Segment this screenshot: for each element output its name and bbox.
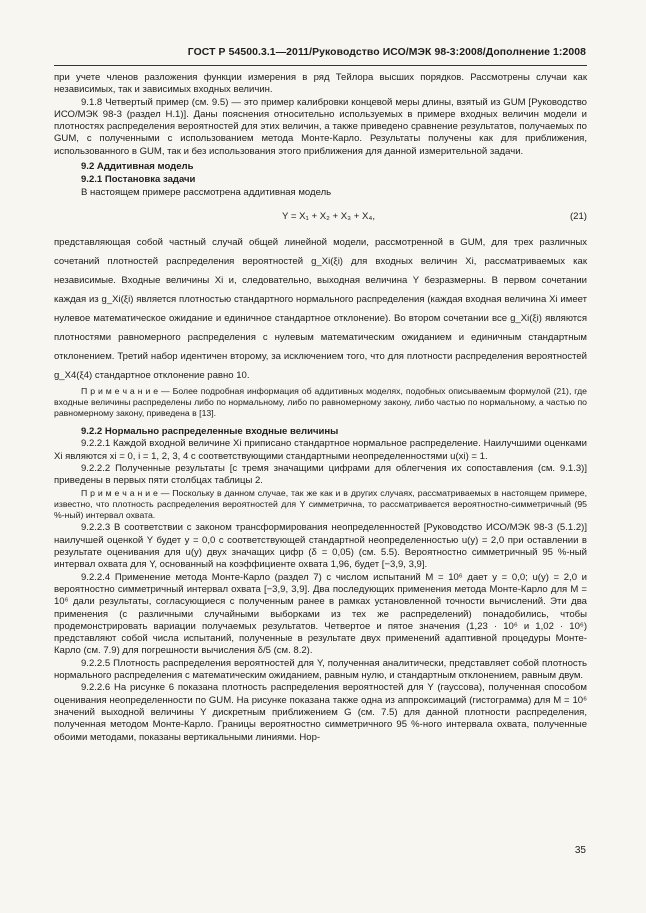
note-additive-models: П р и м е ч а н и е — Более подробная информация об аддитивных моделях, подобных описываемым формулой (21), где входные величины распределены либо по нормальному, либо по равномерному закону, либо частью по нормальному, а частью по равномерному закону, приведена в [13]. xyxy=(54,385,587,418)
page-number: 35 xyxy=(574,845,586,856)
heading-9-2-2: 9.2.2 Нормально распределенные входные величины xyxy=(81,425,339,437)
paragraph-9-2-2-2: 9.2.2.2 Полученные результаты [с тремя значащими цифрами для облегчения их сопоставления (см. 9.1.3)] приведены в первых пяти столбцах таблицы 2. xyxy=(54,462,587,487)
note-symmetric-interval: П р и м е ч а н и е — Поскольку в данном случае, так же как и в других случаях, рассматриваемых в настоящем примере, известно, что плотность распределения вероятностей для Y симметрична, то рассматривается вероятностно-симметричный (95 %-ный) интервал охвата. xyxy=(54,488,587,521)
paragraph-9-2-2-6: 9.2.2.6 На рисунке 6 показана плотность распределения вероятностей для Y (гауссова), полученная способом оценивания неопределенности по GUM. На рисунке показана также одна из аппроксимаций (гистограмма) для M = 10⁶ значений выходной величины Y дискретным приближением G (см. 7.5) для данной плотности распределения, полученная методом Монте-Карло. Границы вероятностно симметричного 95 %-ного интервала охвата, полученные обоими методами, показаны вертикальными линиями. Нор- xyxy=(54,682,587,743)
document-header: ГОСТ Р 54500.3.1—2011/Руководство ИСО/МЭК 98-3:2008/Дополнение 1:2008 xyxy=(187,47,586,58)
paragraph-model-intro: В настоящем примере рассмотрена аддитивная модель xyxy=(81,186,332,198)
paragraph-9-2-2-5: 9.2.2.5 Плотность распределения вероятностей для Y, полученная аналитически, представляет собой плотность нормального распределения с математическим ожиданием, равным нулю, и стандартным отклонением, равным двум. xyxy=(54,657,587,682)
paragraph-9-2-2-1: 9.2.2.1 Каждой входной величине Xi приписано стандартное нормальное распределение. Наилучшими оценками Xi являются xi = 0, i = 1, 2, 3, 4 с соответствующими стандартными неопределенностями u(xi) = 1. xyxy=(54,438,587,462)
body-text xyxy=(54,72,587,744)
paragraph-continuation: при учете членов разложения функции измерения в ряд Тейлора высших порядков. Рассмотрены случаи как независимых, так и зависимых входных величин. xyxy=(54,72,587,96)
formula-21 xyxy=(54,205,587,231)
paragraph-model-description: представляющая собой частный случай общей линейной модели, рассмотренной в GUM, для трех различных сочетаний плотностей распределения вероятностей g_Xi(ξi) для входных величин Xi, рассматриваемых как независимые. Входные величины Xi и, следовательно, выходная величина Y безразмерны. В первом сочетании каждая из g_Xi(ξi) является плотностью стандартного нормального распределения (каждая входная величина Xi имеет нулевое математическое ожидание и единичное стандартное отклонение). Во втором сочетании все g_Xi(ξi) являются плотностями равномерного распределения с нулевым математическим ожиданием и единичным стандартным отклонением. Третий набор идентичен второму, за исключением того, что для плотности распределения вероятностей g_X4(ξ4) стандартное отклонение равно 10. xyxy=(54,236,587,381)
paragraph-9-1-8: 9.1.8 Четвертый пример (см. 9.5) — это пример калибровки концевой меры длины, взятый из GUM [Руководство ИСО/МЭК 98-3 (раздел H.1)]. Даны пояснения относительно используемых в примере входных величин модели и плотностях распределения вероятностей для этих величин, а также приведено сравнение результатов, получаемых по GUM, с полученными с использованием метода Монте-Карло. Результаты получены как для приближения, использованного в GUM, так и без использования этого приближения для данной измерительной задачи. xyxy=(54,96,587,157)
formula-number: (21) xyxy=(569,210,587,222)
heading-9-2: 9.2 Аддитивная модель xyxy=(81,161,194,173)
formula-text: Y = X₁ + X₂ + X₃ + X₄, xyxy=(282,210,376,222)
paragraph-9-2-2-4: 9.2.2.4 Применение метода Монте-Карло (раздел 7) с числом испытаний M = 10⁶ дает y = 0,0; u(y) = 2,0 и вероятностно симметричный интервал охвата [−3,9, 3,9]. Два последующих применения метода Монте-Карло для M = 10⁶ дали результаты, согласующиеся с полученным ранее в рамках установленной точности вычислений. Эти два применения (с различными случайными выборками из тех же распределений) понадобились, чтобы продемонстрировать вариации получаемых результатов. Четвертое и пятое значения (1,23 · 10⁶ и 1,02 · 10⁶) представляют собой числа испытаний, полученные в результате двух применений адаптивной процедуры Монте-Карло (см. 7.9) для погрешности вычисления δ/5 (см. 8.2). xyxy=(54,571,587,657)
paragraph-9-2-2-3: 9.2.2.3 В соответствии с законом трансформирования неопределенностей [Руководство ИСО/МЭК 98-3 (5.1.2)] наилучшей оценкой Y будет y = 0,0 с соответствующей стандартной неопределенностью u(y) = 2,0 при оставлении в результате оценивания для u(y) двух значащих цифр (δ = 0,05) (см. 5.5). Вероятностно симметричный 95 %-ный интервал охвата для Y, основанный на коэффициенте охвата 1,96, будет [−3,9, 3,9]. xyxy=(54,522,587,571)
header-rule xyxy=(54,65,587,66)
heading-9-2-1: 9.2.1 Постановка задачи xyxy=(81,174,196,186)
